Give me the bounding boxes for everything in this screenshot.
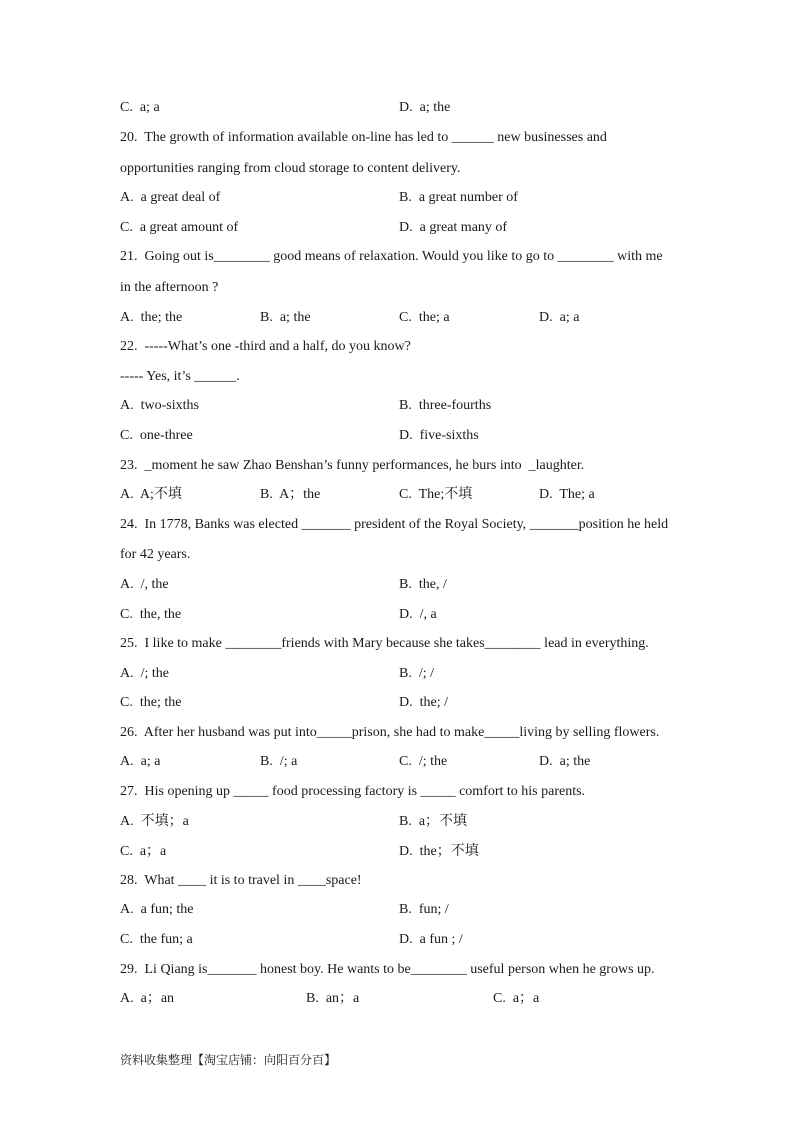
q25-option-d: D. the; / [399,695,448,710]
q25-option-c: C. the; the [120,695,182,710]
q26-option-b: B. /; a [260,754,298,769]
q19-option-d: D. a; the [399,100,451,115]
q27-option-b: B. a；不填 [399,814,468,829]
q27-option-a: A. 不填；a [120,814,189,829]
q19-option-c: C. a; a [120,100,160,115]
q27-option-c: C. a；a [120,844,167,859]
q25-option-a: A. /; the [120,666,169,681]
q23-option-d: D. The; a [539,487,595,502]
q28-option-c: C. the fun; a [120,932,193,947]
q24-stem-line2: for 42 years. [120,547,191,562]
q23-option-c: C. The;不填 [399,487,473,502]
q22-stem-line2: ----- Yes, it’s ______. [120,369,240,384]
q22-option-c: C. one-three [120,428,193,443]
q23-stem-line1: 23. _moment he saw Zhao Benshan’s funny performances, he burs into _laughter. [120,458,585,473]
q28-option-d: D. a fun ; / [399,932,463,947]
q27-option-d: D. the；不填 [399,844,479,859]
q21-option-a: A. the; the [120,310,183,325]
q29-option-c: C. a；a [493,991,540,1006]
q20-stem-line2: opportunities ranging from cloud storage to content delivery. [120,161,461,176]
q22-option-d: D. five-sixths [399,428,479,443]
q26-option-d: D. a; the [539,754,591,769]
q26-stem-line1: 26. After her husband was put into_____prison, she had to make_____living by selling flowers. [120,725,660,740]
q27-stem-line1: 27. His opening up _____ food processing factory is _____ comfort to his parents. [120,784,586,799]
q25-option-b: B. /; / [399,666,435,681]
q25-stem-line1: 25. I like to make ________friends with Mary because she takes________ lead in everything. [120,636,649,651]
q26-option-a: A. a; a [120,754,161,769]
q21-option-c: C. the; a [399,310,450,325]
q23-option-b: B. A；the [260,487,321,502]
q20-stem-line1: 20. The growth of information available on-line has led to ______ new businesses and [120,130,607,145]
q24-option-d: D. /, a [399,607,437,622]
q26-option-c: C. /; the [399,754,448,769]
q24-option-c: C. the, the [120,607,182,622]
q21-option-b: B. a; the [260,310,311,325]
q24-option-a: A. /, the [120,577,169,592]
q23-option-a: A. A;不填 [120,487,182,502]
q28-stem-line1: 28. What ____ it is to travel in ____space! [120,873,362,888]
q24-option-b: B. the, / [399,577,447,592]
q21-stem-line1: 21. Going out is________ good means of relaxation. Would you like to go to ________ with me [120,249,663,264]
q21-option-d: D. a; a [539,310,580,325]
q24-stem-line1: 24. In 1778, Banks was elected _______ president of the Royal Society, _______position he held [120,517,669,532]
q28-option-a: A. a fun; the [120,902,194,917]
q29-option-a: A. a；an [120,991,175,1006]
q20-option-b: B. a great number of [399,190,518,205]
q29-option-b: B. an；a [306,991,360,1006]
q22-stem-line1: 22. -----What’s one -third and a half, do you know? [120,339,411,354]
q22-option-a: A. two-sixths [120,398,199,413]
q28-option-b: B. fun; / [399,902,449,917]
q20-option-d: D. a great many of [399,220,508,235]
q20-option-a: A. a great deal of [120,190,221,205]
q21-stem-line2: in the afternoon ? [120,280,219,295]
page-footer: 资料收集整理【淘宝店铺：向阳百分百】 [120,1053,337,1067]
q22-option-b: B. three-fourths [399,398,492,413]
q20-option-c: C. a great amount of [120,220,239,235]
q29-stem-line1: 29. Li Qiang is_______ honest boy. He wants to be________ useful person when he grows up. [120,962,655,977]
